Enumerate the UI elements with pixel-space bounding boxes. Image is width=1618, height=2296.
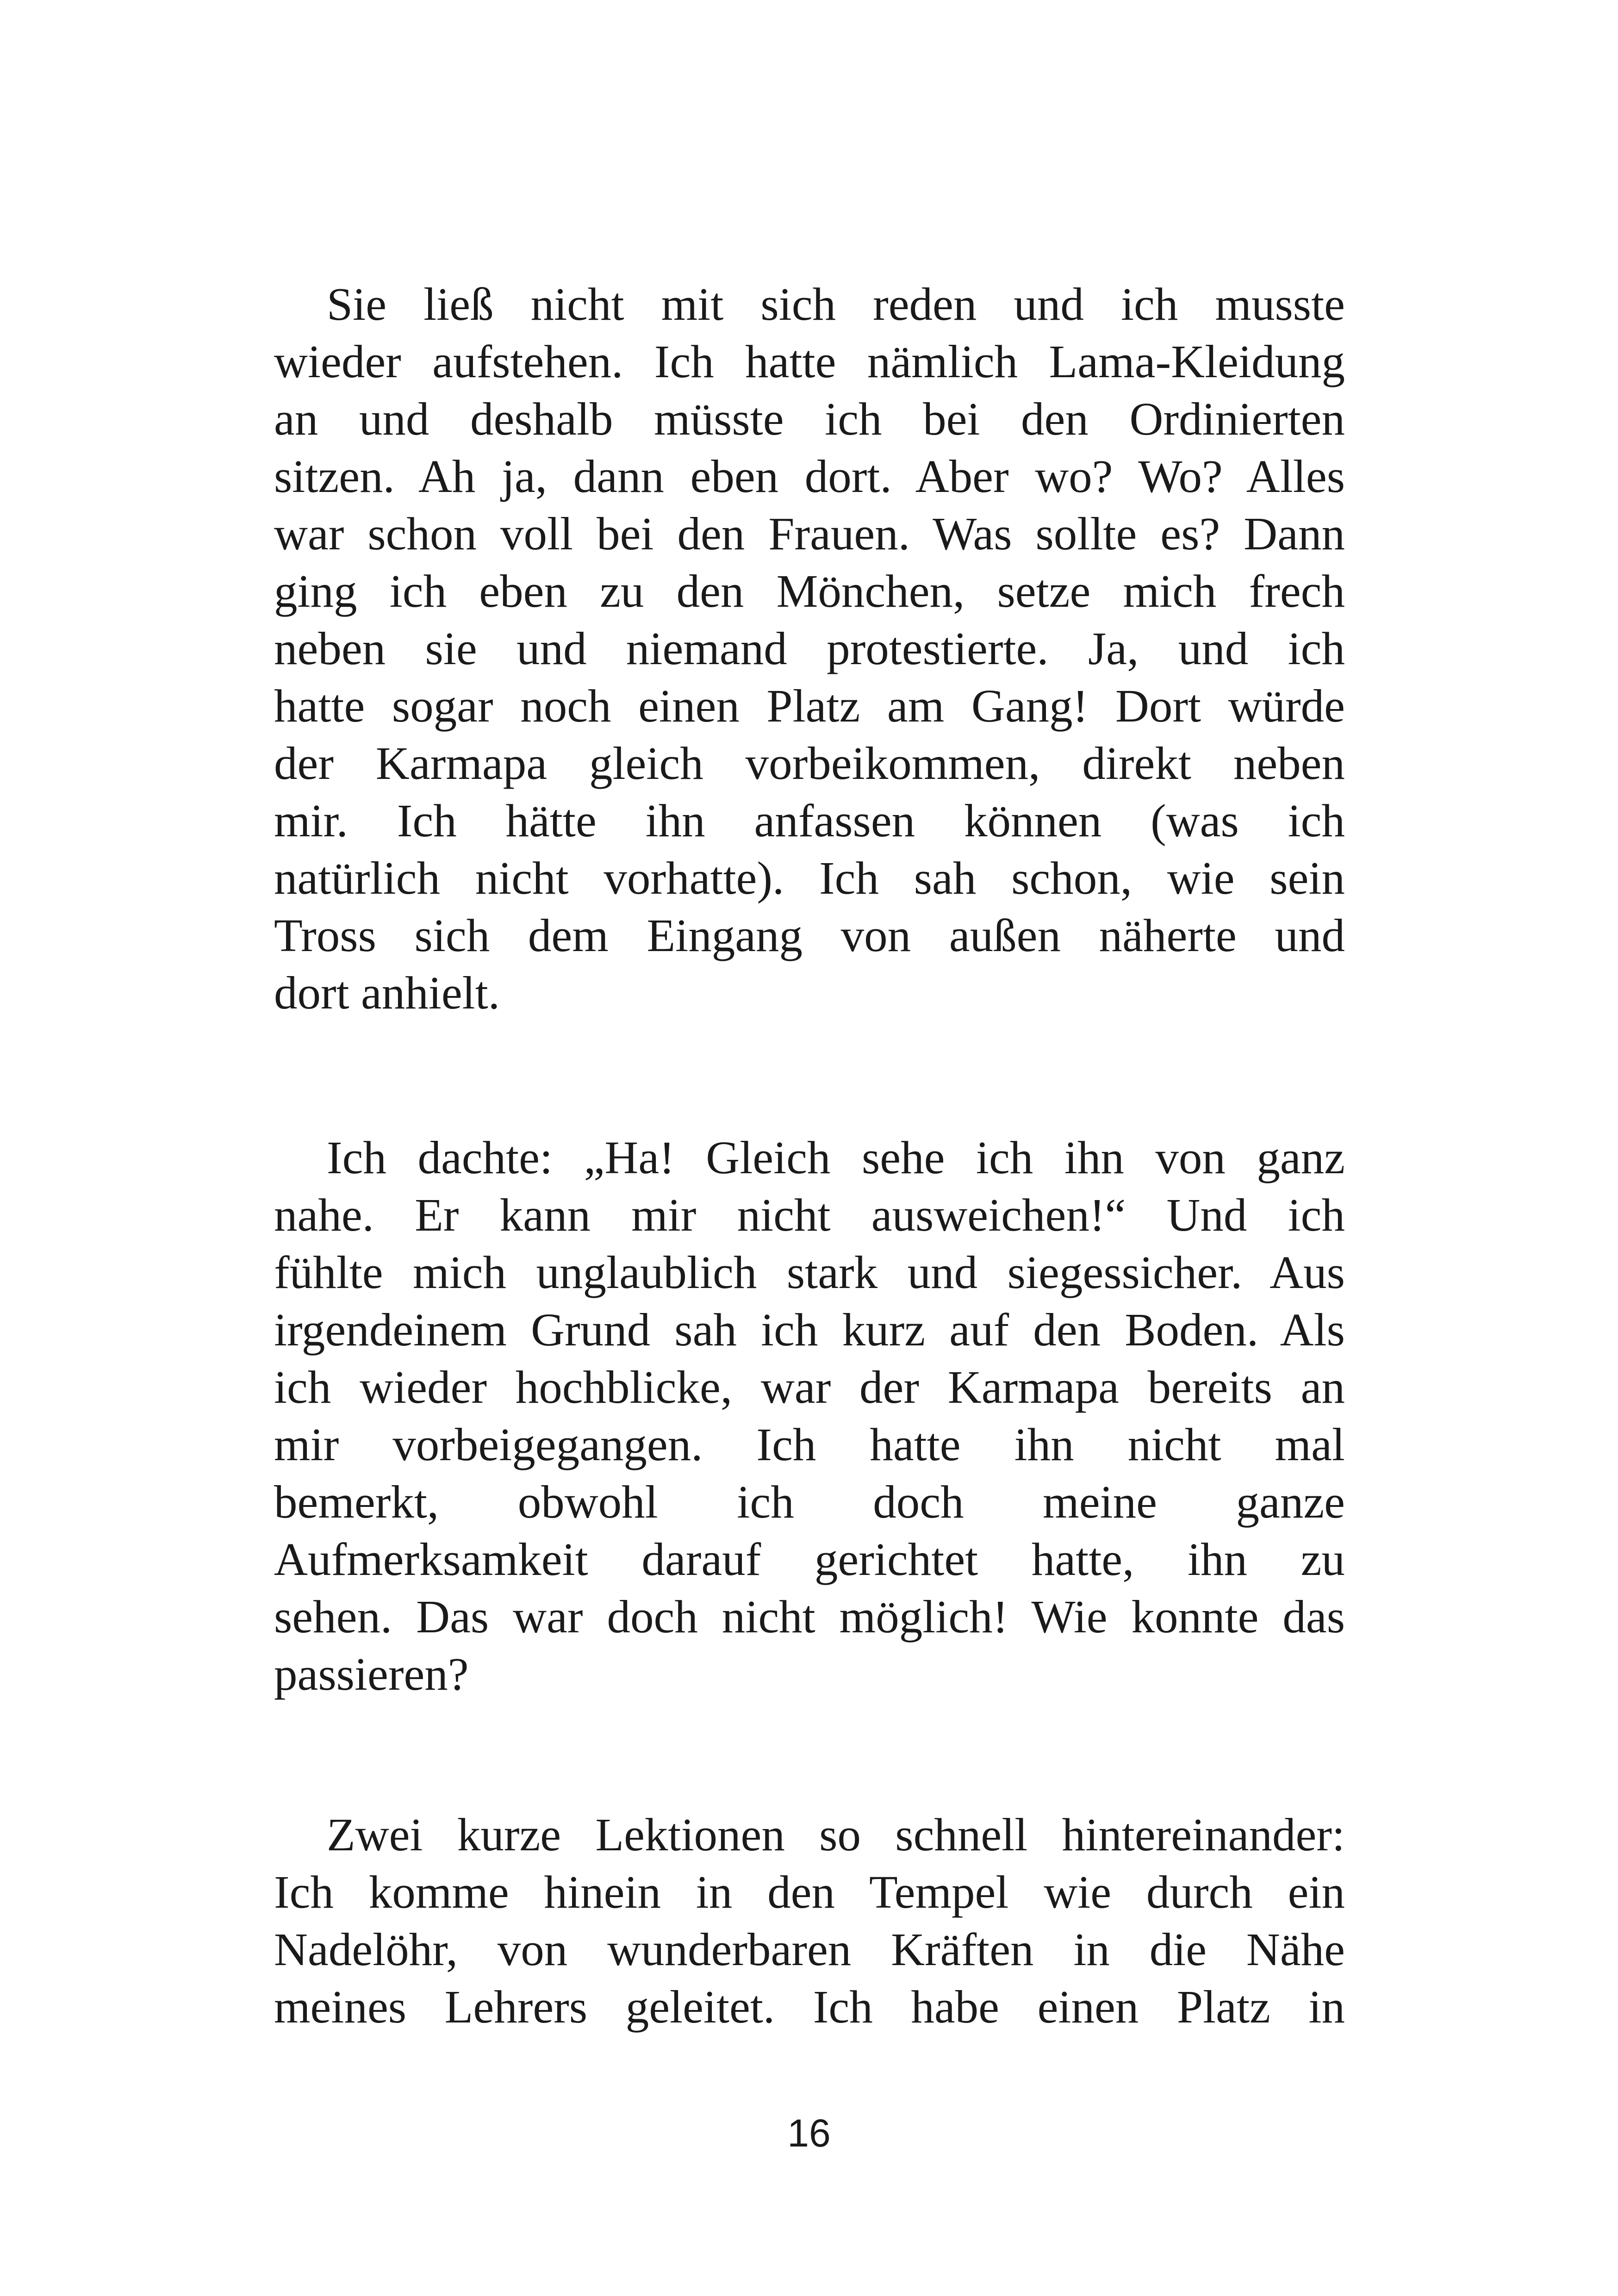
page-number: 16 (787, 2111, 831, 2155)
text-line: der Karmapa gleich vorbeikommen, direkt neben (274, 737, 1345, 789)
text-line: war schon voll bei den Frauen. Was sollte es? Dann (274, 508, 1345, 560)
paragraph-1 (274, 275, 1345, 1021)
paragraph-3 (274, 1806, 1345, 2035)
text-line: wieder aufstehen. Ich hatte nämlich Lama-Kleidung (274, 336, 1345, 387)
text-line: mir. Ich hätte ihn anfassen können (was ich (274, 795, 1345, 846)
text-line: irgendeinem Grund sah ich kurz auf den Boden. Als (274, 1304, 1345, 1356)
text-line: sehen. Das war doch nicht möglich! Wie konnte das (274, 1591, 1345, 1643)
text-line: ging ich eben zu den Mönchen, setze mich frech (274, 565, 1345, 617)
text-line: Zwei kurze Lektionen so schnell hintereinander: (327, 1809, 1345, 1860)
text-line: Nadelöhr, von wunderbaren Kräften in die Nähe (274, 1923, 1345, 1975)
text-line: neben sie und niemand protestierte. Ja, und ich (274, 622, 1345, 674)
text-line: sitzen. Ah ja, dann eben dort. Aber wo? Wo? Alles (274, 450, 1345, 502)
text-line: nahe. Er kann mir nicht ausweichen!“ Und ich (274, 1189, 1345, 1241)
paragraph-2 (274, 1129, 1345, 1703)
text-line: ich wieder hochblicke, war der Karmapa bereits an (274, 1361, 1345, 1413)
text-line: natürlich nicht vorhatte). Ich sah schon, wie sein (274, 852, 1345, 904)
text-line: bemerkt, obwohl ich doch meine ganze (274, 1476, 1345, 1528)
text-line: hatte sogar noch einen Platz am Gang! Dort würde (274, 680, 1345, 732)
text-line: Tross sich dem Eingang von außen näherte und (274, 909, 1345, 961)
text-line: Aufmerksamkeit darauf gerichtet hatte, ihn zu (274, 1533, 1345, 1585)
text-line: mir vorbeigegangen. Ich hatte ihn nicht mal (274, 1419, 1345, 1470)
text-line: Ich dachte: „Ha! Gleich sehe ich ihn von ganz (327, 1132, 1345, 1183)
text-line: passieren? (274, 1648, 469, 1700)
text-line: Ich komme hinein in den Tempel wie durch ein (274, 1866, 1345, 1918)
text-line: fühlte mich unglaublich stark und siegessicher. Aus (274, 1246, 1345, 1298)
text-line: meines Lehrers geleitet. Ich habe einen Platz in (274, 1981, 1345, 2033)
text-line: Sie ließ nicht mit sich reden und ich musste (327, 278, 1345, 330)
text-line: an und deshalb müsste ich bei den Ordinierten (274, 393, 1345, 445)
text-line: dort anhielt. (274, 967, 500, 1019)
